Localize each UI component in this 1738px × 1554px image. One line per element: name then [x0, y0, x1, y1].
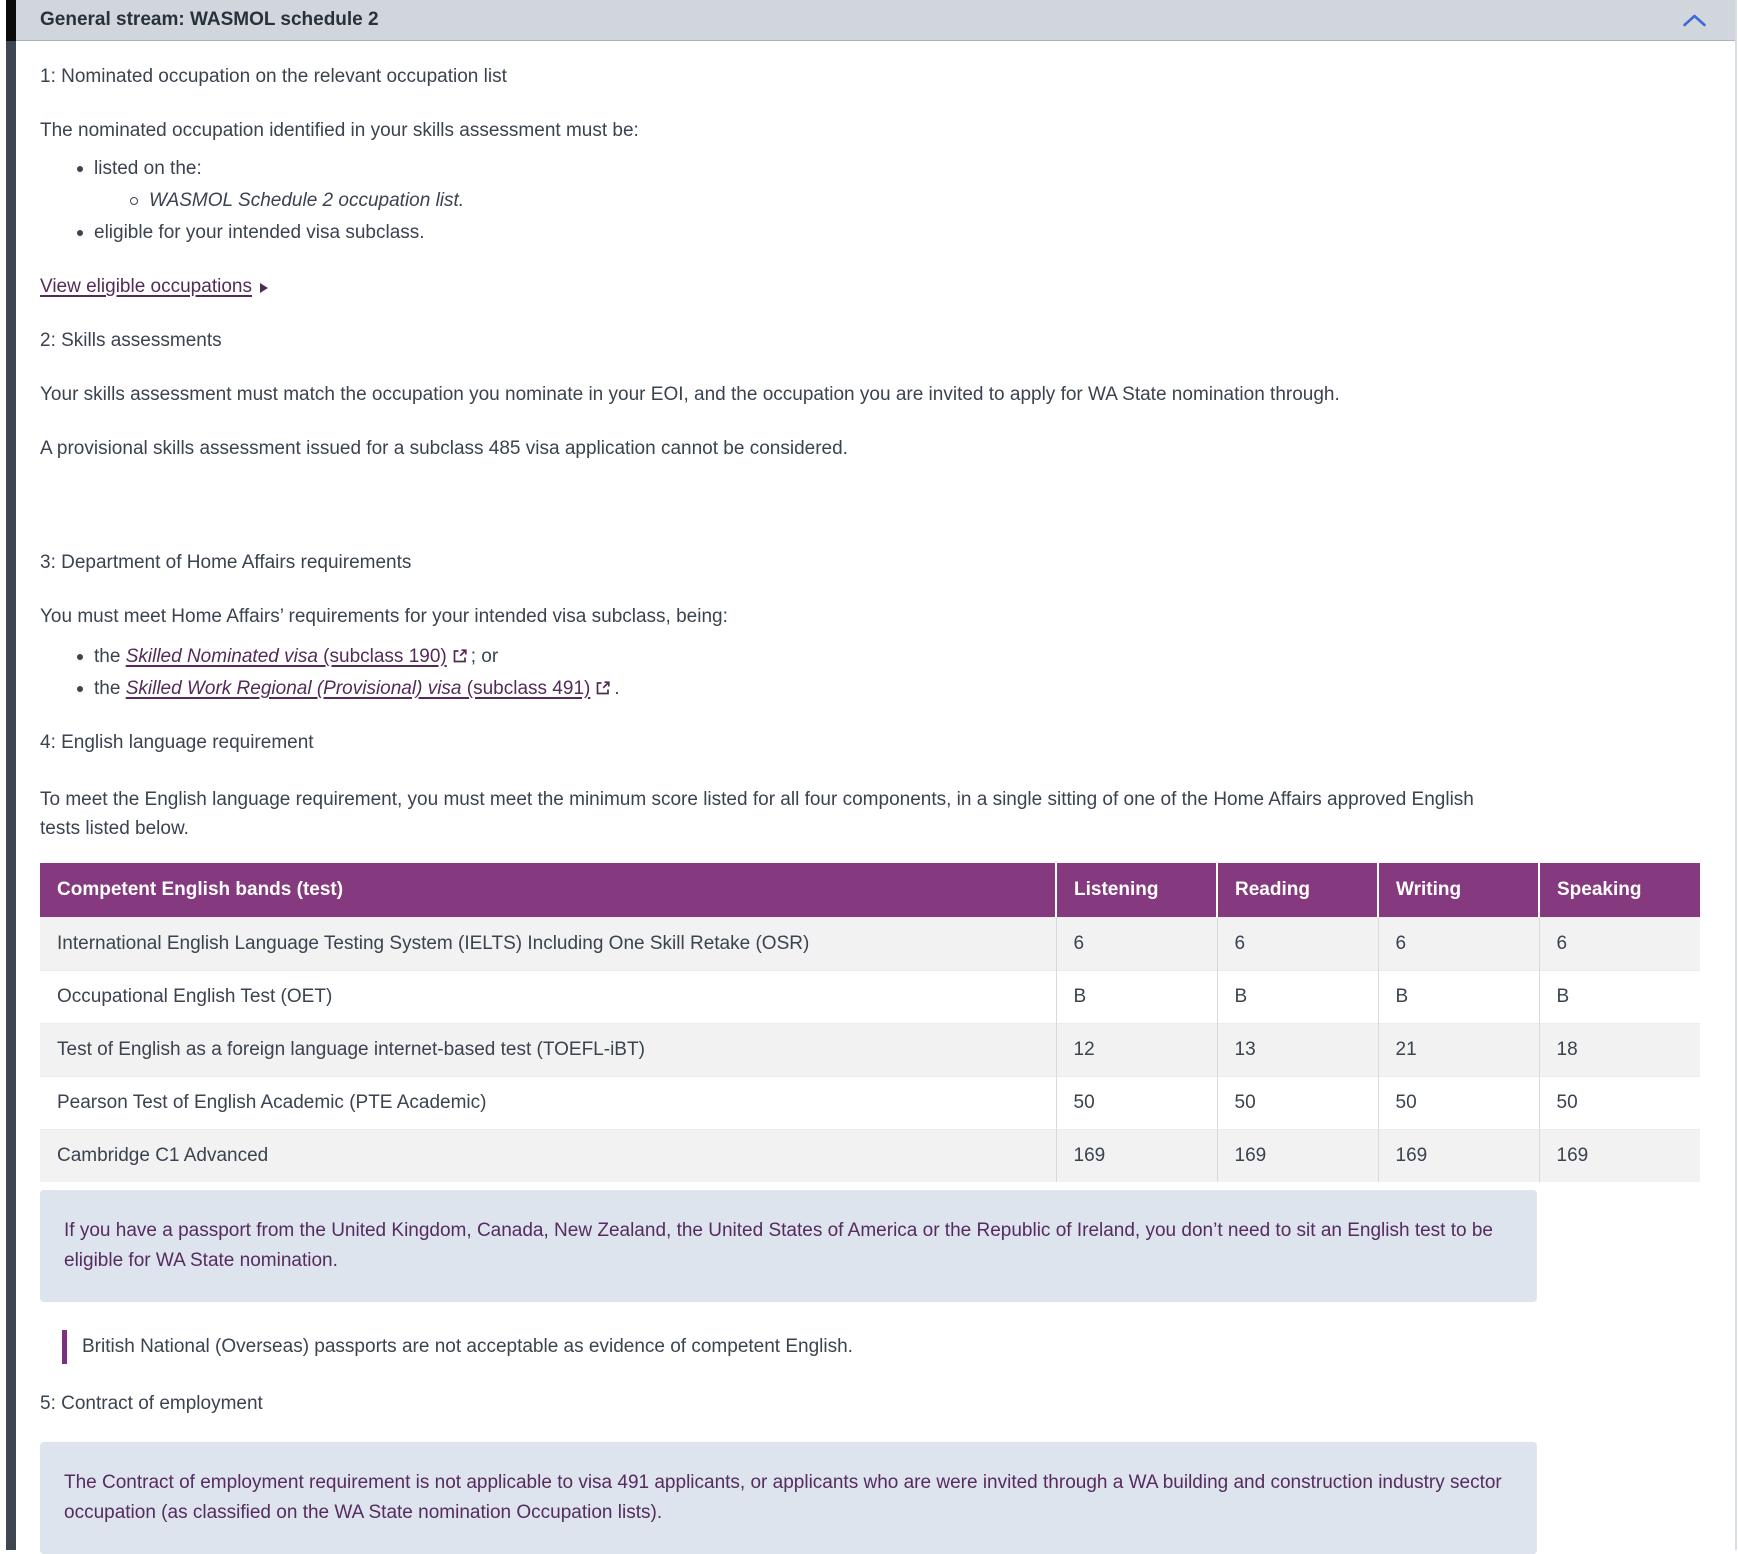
skilled-work-regional-visa-link[interactable]: [126, 678, 615, 699]
chevron-up-icon[interactable]: [1682, 13, 1707, 28]
section-1-list: [40, 157, 1697, 245]
section-2-paragraph-1: Your skills assessment must match the occupation you nominate in your EOI, and the occupation you are invited to apply for WA State nomination through.: [40, 384, 1340, 405]
section-gap: [40, 491, 1697, 551]
list-item: [130, 189, 1697, 213]
table-row: [40, 971, 1700, 1024]
section-2-paragraph-2: A provisional skills assessment issued for a subclass 485 visa application cannot be considered.: [40, 438, 848, 459]
list-item: [77, 677, 1697, 701]
section-3-list: [40, 645, 1697, 701]
contract-of-employment-note: The Contract of employment requirement is not applicable to visa 491 applicants, or applicants who are were invited through a WA building and construction industry sector occupation (as classified on the WA State nomination Occupation lists).: [40, 1442, 1537, 1554]
panel-left-accent-top: [6, 0, 16, 41]
score-cell: 6: [1056, 918, 1217, 971]
score-cell: B: [1217, 971, 1378, 1024]
accordion-title: General stream: WASMOL schedule 2: [40, 9, 379, 30]
column-header-writing: Writing: [1378, 863, 1539, 918]
external-link-icon: [595, 680, 611, 696]
section-3-intro: You must meet Home Affairs’ requirements for your intended visa subclass, being:: [40, 606, 728, 627]
accordion-content: [16, 65, 1735, 1554]
score-cell: 50: [1378, 1077, 1539, 1130]
score-cell: 169: [1217, 1130, 1378, 1183]
table-row: [40, 1130, 1700, 1183]
passport-exemption-note: If you have a passport from the United Kingdom, Canada, New Zealand, the United States of America or the Republic of Ireland, you don’t need to sit an English test to be eligible for WA State nomination.: [40, 1190, 1537, 1302]
panel-right-border: [1735, 0, 1737, 1550]
section-1-sublist: [94, 189, 1697, 213]
score-cell: B: [1539, 971, 1700, 1024]
section-3-heading: 3: Department of Home Affairs requirements: [40, 552, 412, 573]
accordion-panel: [16, 0, 1735, 1554]
list-item-text: listed on the:: [94, 158, 202, 179]
list-item: [77, 221, 1697, 245]
score-cell: 50: [1539, 1077, 1700, 1130]
score-cell: 6: [1378, 918, 1539, 971]
score-cell: B: [1378, 971, 1539, 1024]
panel-left-accent-bar: [6, 41, 16, 1550]
score-cell: 50: [1217, 1077, 1378, 1130]
column-header-reading: Reading: [1217, 863, 1378, 918]
score-cell: 6: [1217, 918, 1378, 971]
table-row: [40, 1024, 1700, 1077]
skilled-nominated-visa-link[interactable]: [126, 646, 471, 667]
score-cell: 18: [1539, 1024, 1700, 1077]
link-label-italic: Skilled Nominated visa: [125, 646, 318, 667]
score-cell: 6: [1539, 918, 1700, 971]
test-name-cell: Test of English as a foreign language internet-based test (TOEFL-iBT): [57, 1039, 645, 1060]
score-cell: 169: [1056, 1130, 1217, 1183]
score-cell: 169: [1539, 1130, 1700, 1183]
list-item-text: the: [94, 678, 126, 699]
link-label: (subclass 190): [317, 646, 447, 667]
link-label-italic: Skilled Work Regional (Provisional) visa: [125, 678, 462, 699]
test-name-cell: Cambridge C1 Advanced: [57, 1145, 269, 1166]
column-header-test: Competent English bands (test): [40, 863, 1056, 918]
list-item-text: ; or: [470, 646, 499, 667]
list-item-text: WASMOL Schedule 2 occupation list.: [149, 190, 465, 211]
list-item: [77, 157, 1697, 213]
column-header-listening: Listening: [1056, 863, 1217, 918]
score-cell: 13: [1217, 1024, 1378, 1077]
test-name-cell: International English Language Testing System (IELTS) Including One Skill Retake (OSR): [57, 933, 810, 954]
test-name-cell: Pearson Test of English Academic (PTE Academic): [57, 1092, 487, 1113]
list-item-text: eligible for your intended visa subclass.: [94, 222, 425, 243]
accordion-header[interactable]: [16, 0, 1735, 41]
view-eligible-occupations-row: [40, 275, 1697, 299]
view-eligible-occupations-link[interactable]: [40, 276, 268, 297]
section-1-heading: 1: Nominated occupation on the relevant occupation list: [40, 66, 507, 87]
external-link-icon: [452, 648, 468, 664]
section-4-heading: 4: English language requirement: [40, 732, 314, 753]
section-1-intro: The nominated occupation identified in your skills assessment must be:: [40, 120, 639, 141]
score-cell: 21: [1378, 1024, 1539, 1077]
score-cell: B: [1056, 971, 1217, 1024]
score-cell: 12: [1056, 1024, 1217, 1077]
score-cell: 169: [1378, 1130, 1539, 1183]
section-5-heading: 5: Contract of employment: [40, 1393, 263, 1414]
column-header-speaking: Speaking: [1539, 863, 1700, 918]
section-2-heading: 2: Skills assessments: [40, 330, 222, 351]
list-item-text: the: [94, 646, 126, 667]
list-item: [77, 645, 1697, 669]
section-4-intro: To meet the English language requirement, you must meet the minimum score listed for all four components, in a single sitting of one of the Home Affairs approved English tests listed below.: [40, 789, 1474, 839]
link-label: View eligible occupations: [40, 276, 252, 297]
english-bands-table: [40, 863, 1700, 1182]
bno-passport-quote: British National (Overseas) passports are not acceptable as evidence of competent English.: [62, 1330, 1362, 1364]
link-label: (subclass 491): [461, 678, 591, 699]
list-item-text: .: [614, 678, 620, 699]
table-header-row: [40, 863, 1700, 918]
score-cell: 50: [1056, 1077, 1217, 1130]
table-row: [40, 1077, 1700, 1130]
table-row: [40, 918, 1700, 971]
test-name-cell: Occupational English Test (OET): [57, 986, 333, 1007]
arrow-right-icon: [260, 283, 268, 293]
